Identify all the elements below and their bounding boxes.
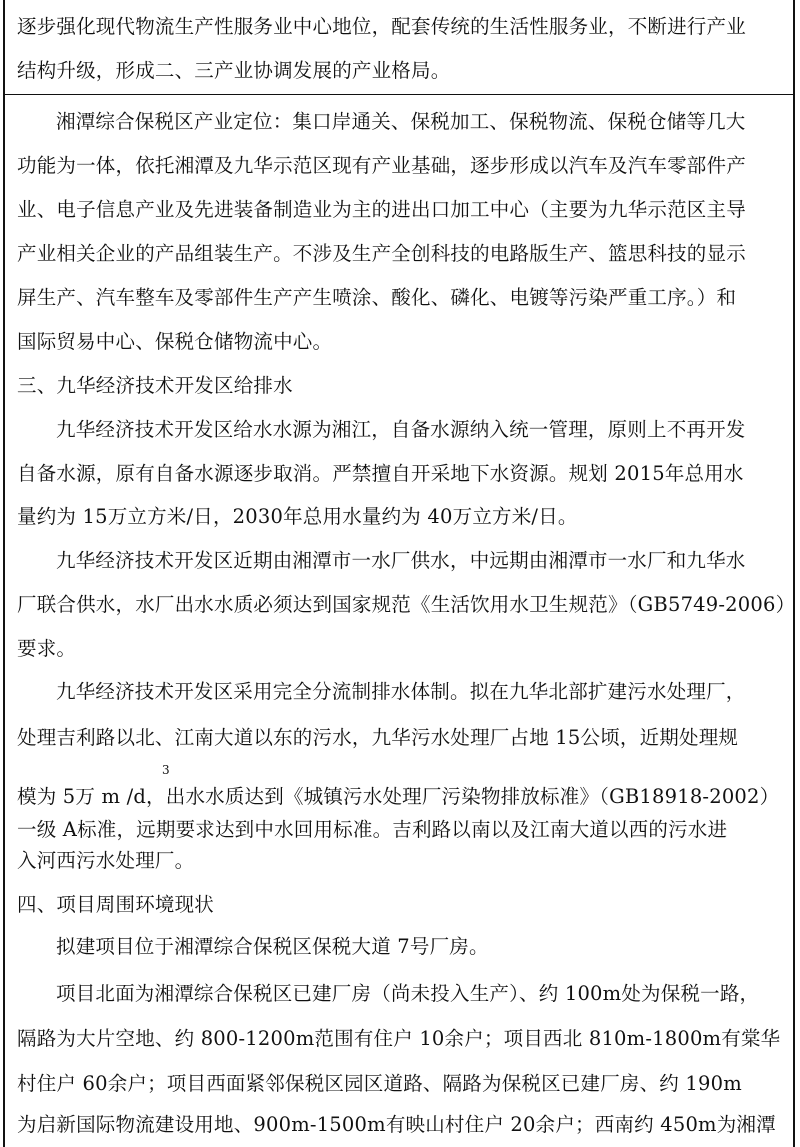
text-line: 产业相关企业的产品组装生产。不涉及生产全创科技的电路版生产、篮思科技的显示 — [17, 242, 746, 265]
text-line: 自备水源，原有自备水源逐步取消。严禁擅自开采地下水资源。规划 2015年总用水 — [17, 462, 744, 485]
text-line: 九华经济技术开发区近期由湘潭市一水厂供水，中远期由湘潭市一水厂和九华水 — [56, 549, 746, 572]
text-line: 国际贸易中心、保税仓储物流中心。 — [17, 330, 333, 353]
text-line: 拟建项目位于湘潭综合保税区保税大道 7号厂房。 — [56, 935, 489, 958]
section-heading: 三、九华经济技术开发区给排水 — [17, 374, 293, 397]
text-line: 为启新国际物流建设用地、900m-1500m有映山村住户 20余户；西南约 450m为湘潭 — [17, 1113, 776, 1136]
text-line: 九华经济技术开发区给水水源为湘江，自备水源纳入统一管理，原则上不再开发 — [56, 418, 746, 441]
text-line: 入河西污水处理厂。 — [17, 849, 195, 872]
text-line: 功能为一体，依托湘潭及九华示范区现有产业基础，逐步形成以汽车及汽车零部件产 — [17, 154, 746, 177]
text-line: 量约为 15万立方米/日，2030年总用水量约为 40万立方米/日。 — [17, 505, 578, 528]
text-line: 厂联合供水，水厂出水水质必须达到国家规范《生活饮用水卫生规范》（GB5749-2006） — [17, 593, 796, 616]
text-line: 逐步强化现代物流生产性服务业中心地位，配套传统的生活性服务业，不断进行产业 — [17, 15, 746, 38]
text-line: 结构升级，形成二、三产业协调发展的产业格局。 — [17, 59, 451, 82]
section-heading: 四、项目周围环境现状 — [17, 893, 215, 916]
text-line: 九华经济技术开发区采用完全分流制排水体制。拟在九华北部扩建污水处理厂， — [56, 680, 746, 703]
text-line: 屏生产、汽车整车及零部件生产产生喷涂、酸化、磷化、电镀等污染严重工序。）和 — [17, 286, 737, 309]
text-line: 要求。 — [17, 637, 77, 660]
text-line: 模为 5万 m /d，出水水质达到《城镇污水处理厂污染物排放标准》（GB18918-2002） — [17, 785, 780, 808]
text-line: 湘潭综合保税区产业定位：集口岸通关、保税加工、保税物流、保税仓储等几大 — [56, 110, 746, 133]
text-line: 一级 A标准，远期要求达到中水回用标准。吉利路以南以及江南大道以西的污水进 — [17, 818, 728, 841]
superscript-cubic: 3 — [162, 763, 170, 777]
text-line: 村住户 60余户；项目西面紧邻保税区园区道路、隔路为保税区已建厂房、约 190m — [17, 1072, 742, 1095]
text-line: 处理吉利路以北、江南大道以东的污水，九华污水处理厂占地 15公顷，近期处理规 — [17, 726, 739, 749]
text-line: 项目北面为湘潭综合保税区已建厂房（尚未投入生产）、约 100m处为保税一路， — [56, 982, 760, 1005]
text-line: 隔路为大片空地、约 800-1200m范围有住户 10余户；项目西北 810m-1800m有棠华 — [17, 1027, 781, 1050]
divider — [3, 94, 795, 95]
text-line: 业、电子信息产业及先进装备制造业为主的进出口加工中心（主要为九华示范区主导 — [17, 198, 746, 221]
